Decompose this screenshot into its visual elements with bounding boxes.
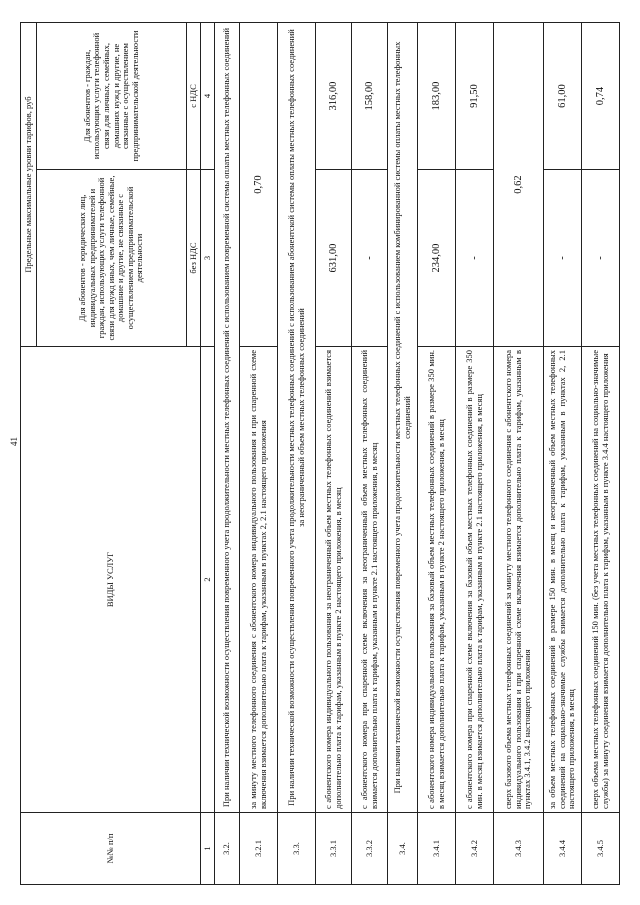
column-number-4: 4 [201, 22, 215, 169]
table-row [388, 22, 418, 884]
rotated-page [0, 15, 618, 885]
tariff-value-without-vat: - [352, 170, 388, 347]
row-number: 3.4.3 [494, 813, 544, 885]
table-row [582, 22, 620, 884]
row-number: 3.4.4 [544, 813, 582, 885]
column-number-2: 2 [201, 347, 215, 813]
table-row [494, 22, 544, 884]
table-row [240, 22, 278, 884]
table-row [418, 22, 456, 884]
num-column-header: №№ п/п [21, 813, 201, 885]
legal-entities-header: Для абонентов - юридических лиц, индивидуальных предпринимателей и граждан, использующих услуги телефонной связи для нужд иных, чем личные, семейные, домашние и другие, не связанные с осуществлением предпринимательской деятельности [37, 170, 187, 347]
tariff-value-without-vat: - [456, 170, 494, 347]
row-number: 3.3. [278, 813, 316, 885]
tariff-value-with-vat: 183,00 [418, 22, 456, 169]
column-number-3: 3 [201, 170, 215, 347]
tariff-value: 0,70 [240, 22, 278, 346]
service-description: с абонентского номера индивидуального пользования за неограниченный объем местных телефонных соединений взимается дополнительно плата к тарифам, указанным в пункте 2 настоящего приложения, в месяц [316, 347, 352, 813]
services-column-header: ВИДЫ УСЛУГ [21, 347, 201, 813]
row-number: 3.3.1 [316, 813, 352, 885]
column-number-1: 1 [201, 813, 215, 885]
row-number: 3.2.1 [240, 813, 278, 885]
service-description: сверх базового объема местных телефонных соединений за минуту местного телефонного соединения с абонентского номера индивидуального пользования и при спаренной схеме включения взимается дополнительно плата к тарифам, указанным в пунктах 3.4.1, 3.4.2 настоящего приложения [494, 347, 544, 813]
service-description: с абонентского номера при спаренной схеме включения за неограниченный объем местных телефонных соединений взимается дополнительно плата к тарифам, указанным в пункте 2.1 настоящего приложения, в месяц [352, 347, 388, 813]
row-number: 3.4. [388, 813, 418, 885]
tariff-value-with-vat: 91,50 [456, 22, 494, 169]
table-row [544, 22, 582, 884]
service-description: за минуту местного телефонного соединения с абонентского номера индивидуального пользования и при спаренной схеме включения взимается дополнительно плата к тарифам, указанным в пунктах 2, 2.1 настоящего приложения [240, 347, 278, 813]
page-number: 41 [9, 437, 19, 446]
row-number: 3.4.2 [456, 813, 494, 885]
section-heading: При наличии технической возможности осуществления повременного учета продолжительности местных телефонных соединений с использованием комбинированной системы оплаты местных телефонных соединений [388, 22, 418, 812]
service-description: с абонентского номера индивидуального пользования за базовый объем местных телефонных соединений в размере 350 мин. в месяц взимается дополнительно плата к тарифам, указанным в пункте 2 настоящего приложения, в месяц [418, 347, 456, 813]
tariff-value-with-vat: 316,00 [316, 22, 352, 169]
tariff-value-without-vat: - [544, 170, 582, 347]
without-vat-header: без НДС [187, 170, 201, 347]
section-heading: При наличии технической возможности осуществления повременного учета продолжительности местных телефонных соединений с использованием повременной системы оплаты местных телефонных соединений [215, 22, 240, 812]
tariff-value-with-vat: 61,00 [544, 22, 582, 169]
service-description: за объем местных телефонных соединений в размере 150 мин. в месяц и неограниченный объем местных телефонных соединений на социально-значимые службы взимается дополнительно плата к тарифам, указанным в пунктах 2, 2.1 настоящего приложения, в месяц [544, 347, 582, 813]
tariff-value-with-vat: 0,74 [582, 22, 620, 169]
tariff-value-without-vat: - [582, 170, 620, 347]
table-row [352, 22, 388, 884]
tariff-table [20, 22, 620, 885]
tariff-value-without-vat: 234,00 [418, 170, 456, 347]
row-number: 3.4.1 [418, 813, 456, 885]
table-row [316, 22, 352, 884]
citizens-header: Для абонентов - граждан, использующих услуги телефонной связи для личных, семейных, домашних нужд и другие, не связанные с осуществлением предпринимательской деятельности [37, 22, 187, 169]
table-row [215, 22, 240, 884]
table-row [278, 22, 316, 884]
tariff-value-without-vat: 631,00 [316, 170, 352, 347]
row-number: 3.2. [215, 813, 240, 885]
tariff-value: 0,62 [494, 22, 544, 346]
table-row [456, 22, 494, 884]
row-number: 3.3.2 [352, 813, 388, 885]
tariff-group-header: Предельные максимальные уровни тарифов, руб [21, 22, 37, 346]
service-description: сверх объема местных телефонных соединений 150 мин. (без учета местных телефонных соединений на социально-значимые службы) за минуту соединения взимается дополнительно плата к тарифам, указанным в пункте 3.4.4 настоящего приложения [582, 347, 620, 813]
tariff-value-with-vat: 158,00 [352, 22, 388, 169]
service-description: с абонентского номера при спаренной схеме включения за базовый объем местных телефонных соединений в размере 350 мин. в месяц взимается дополнительно плата к тарифам, указанным в пункте 2.1 настоящего приложения, в месяц [456, 347, 494, 813]
with-vat-header: с НДС [187, 22, 201, 169]
row-number: 3.4.5 [582, 813, 620, 885]
section-heading: При наличии технической возможности осуществления повременного учета продолжительности местных телефонных соединений с использованием абонентской системы оплаты местных телефонных соединений за неограниченный объем местных телефонных соединений [278, 22, 316, 812]
